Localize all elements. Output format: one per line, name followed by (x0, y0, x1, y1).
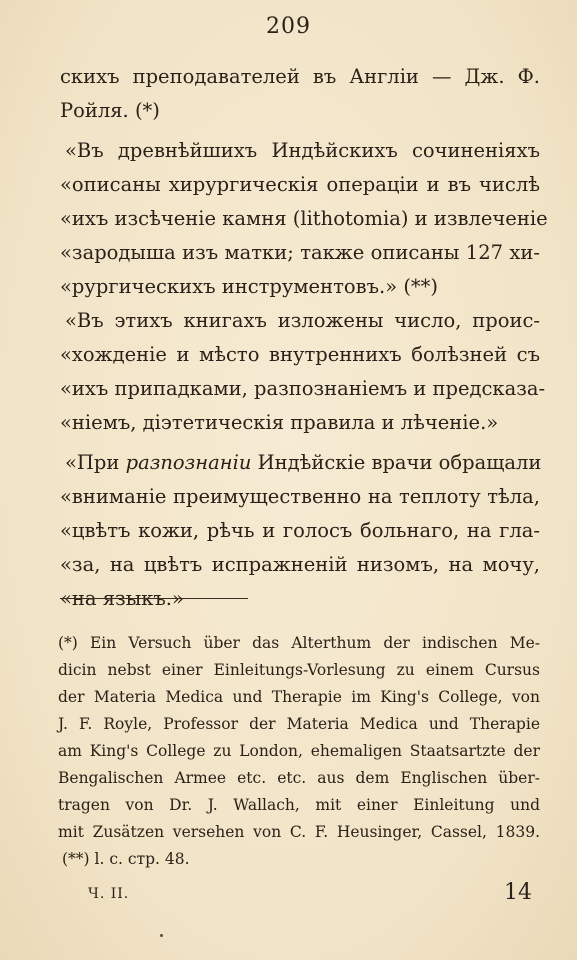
text-line: «ихъ припадками, разпознаніемъ и предсказа- (60, 377, 546, 400)
page-number: 209 (266, 14, 311, 39)
footnote-line: dicin nebst einer Einleitungs-Vorlesung zu einem Cursus (58, 661, 540, 679)
text-line: Ройля. (*) (60, 99, 160, 122)
text-line: «зародыша изъ матки; также описаны 127 хи- (60, 241, 540, 264)
footnote-line: (*) Ein Versuch über das Alterthum der indischen Me- (58, 634, 540, 652)
text-line: «хожденіе и мѣсто внутреннихъ болѣзней съ (60, 343, 540, 366)
emphasized-word: разпознаніи (125, 451, 252, 474)
ink-speck (160, 934, 163, 937)
footnotes (58, 630, 540, 872)
text-line (60, 446, 540, 480)
text-line: «на языкъ.» (60, 587, 184, 610)
text-fragment: Индѣйскіе врачи обращали (251, 451, 542, 474)
footnote-divider (60, 598, 248, 599)
footnote-2: (**) l. c. стр. 48. (62, 850, 190, 868)
footnote-line: der Materia Medica und Therapie im King's College, von (58, 688, 540, 706)
text-line: «ихъ изсѣченіе камня (lithotomia) и извлеченіе (60, 207, 548, 230)
sheet-number: 14 (504, 880, 532, 905)
text-line: «рургическихъ инструментовъ.» (**) (60, 275, 439, 298)
text-line: «за, на цвѣтъ испражненій низомъ, на мочу, (60, 553, 540, 576)
text-line: «Въ древнѣйшихъ Индѣйскихъ сочиненіяхъ (65, 139, 540, 162)
text-line: «Въ этихъ книгахъ изложены число, проис- (65, 309, 540, 332)
footnote-line: J. F. Royle, Professor der Materia Medica und Therapie (58, 715, 540, 733)
footnote-line: tragen von Dr. J. Wallach, mit einer Einleitung und (58, 796, 540, 814)
text-line: «цвѣтъ кожи, рѣчь и голосъ больнаго, на гла- (60, 519, 540, 542)
text-line: «вниманіе преимущественно на теплоту тѣла, (60, 485, 540, 508)
text-fragment: «При (65, 451, 126, 474)
text-line: скихъ преподавателей въ Англіи — Дж. Ф. (60, 65, 540, 88)
footnote-line: mit Zusätzen versehen von C. F. Heusinger, Cassel, 1839. (58, 823, 540, 841)
text-line: «описаны хирургическія операціи и въ числѣ (60, 173, 540, 196)
main-text (60, 60, 548, 616)
footnote-line: Bengalischen Armee etc. etc. aus dem Englischen über- (58, 769, 540, 787)
footnote-line: am King's College zu London, ehemaligen Staatsartzte der (58, 742, 540, 760)
text-line: «ніемъ, діэтетическія правила и лѣченіе.» (60, 411, 499, 434)
signature-mark: Ч. II. (88, 886, 130, 902)
